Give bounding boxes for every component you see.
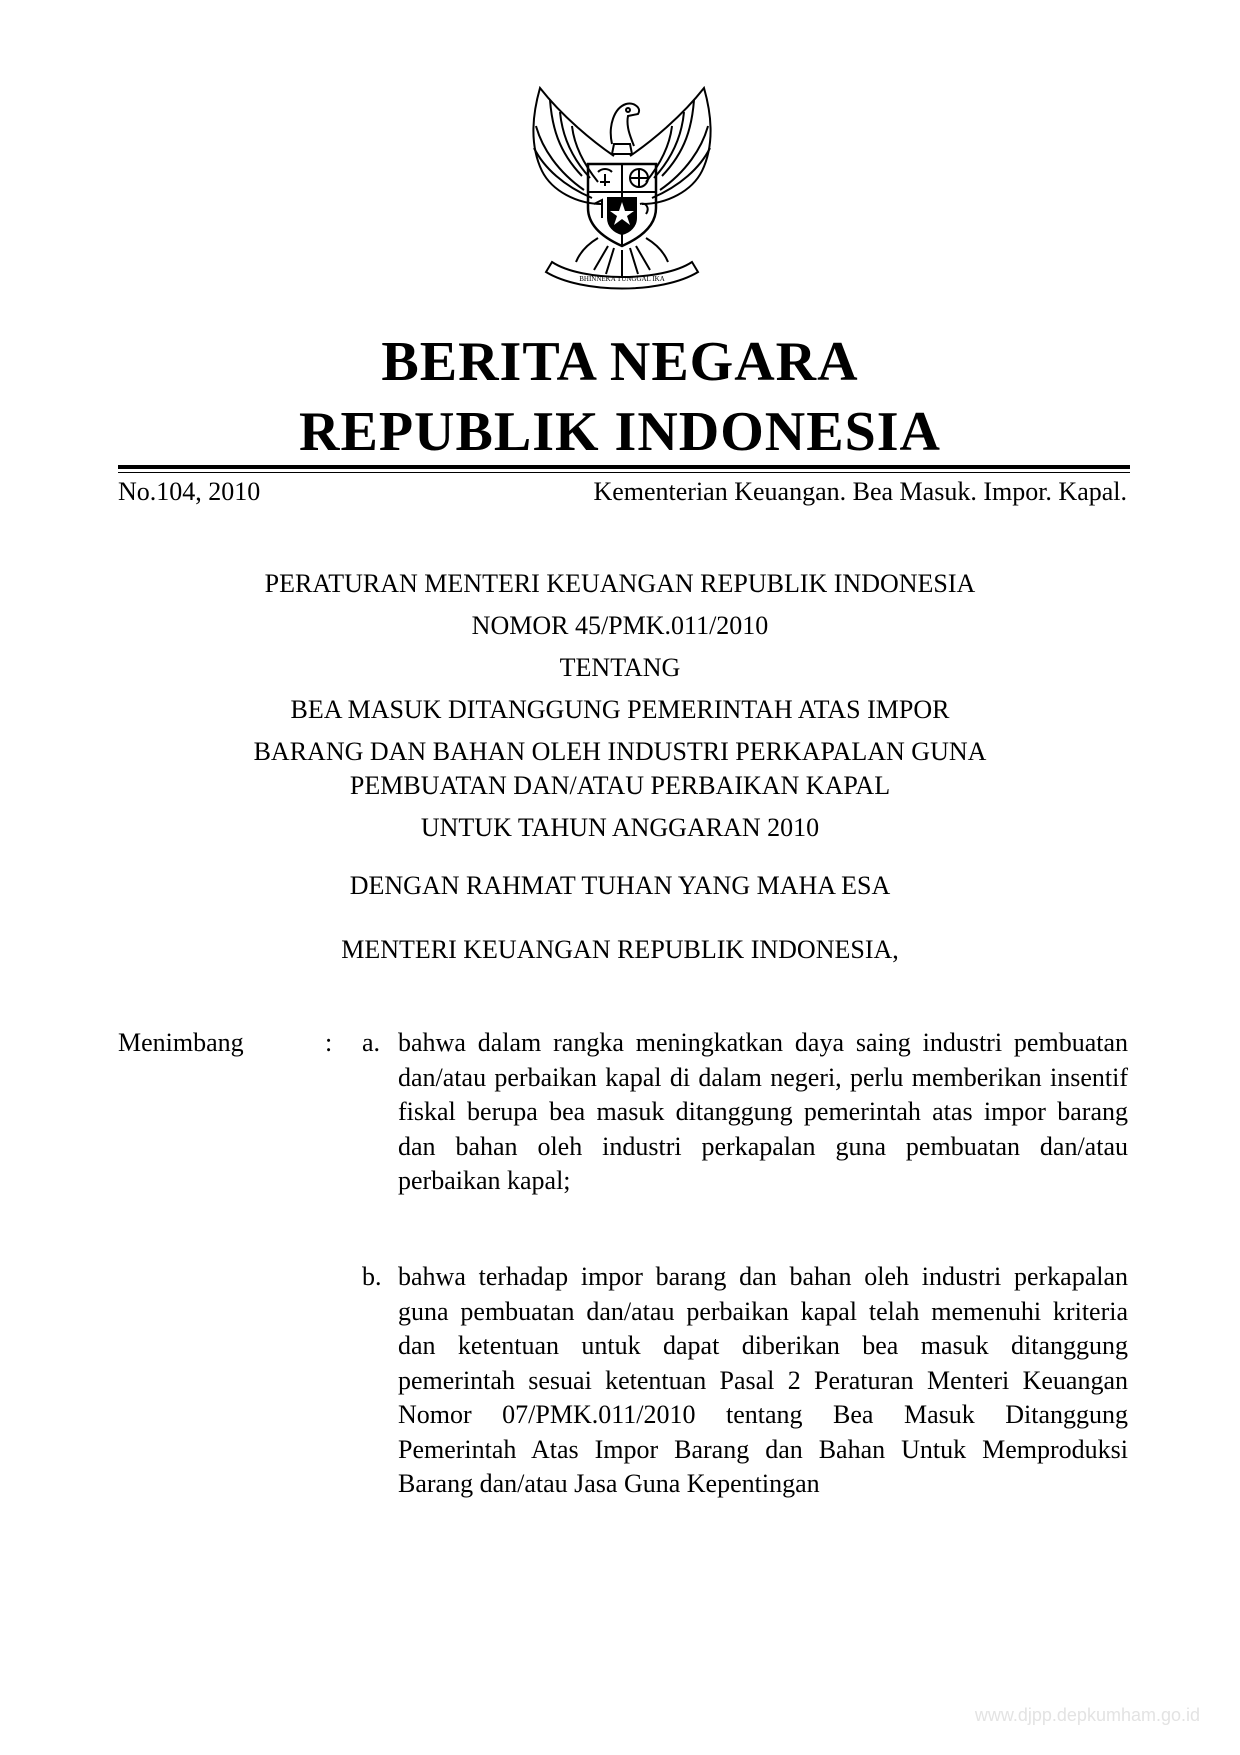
invocation: DENGAN RAHMAT TUHAN YANG MAHA ESA: [349, 871, 891, 900]
considering-item-marker: a.: [362, 1028, 381, 1057]
regulation-heading-line: BARANG DAN BAHAN OLEH INDUSTRI PERKAPALAN GUNA: [253, 737, 987, 766]
header-rule: [118, 465, 1130, 469]
considering-item-marker: b.: [362, 1262, 382, 1291]
regulation-heading-line: PERATURAN MENTERI KEUANGAN REPUBLIK INDONESIA: [264, 569, 976, 598]
regulation-heading-line: PEMBUATAN DAN/ATAU PERBAIKAN KAPAL: [349, 771, 891, 800]
regulation-heading-line: TENTANG: [559, 653, 681, 682]
considering-colon: :: [325, 1028, 333, 1057]
considering-item-text: bahwa terhadap impor barang dan bahan oleh industri perkapalan guna pembuatan dan/atau perbaikan kapal telah memenuhi kriteria dan ketentuan untuk dapat diberikan bea masuk ditanggung pemerintah sesuai ketentuan Pasal 2 Peraturan Menteri Keuangan Nomor 07/PMK.011/2010 tentang Bea Masuk Ditanggung Pemerintah Atas Impor Barang dan Bahan Untuk Memproduksi Barang dan/atau Jasa Guna Kepentingan: [398, 1262, 1128, 1498]
regulation-heading-line: BEA MASUK DITANGGUNG PEMERINTAH ATAS IMPOR: [290, 695, 950, 724]
garuda-emblem: [522, 86, 722, 298]
gazette-number: No.104, 2010: [118, 477, 261, 506]
regulation-heading-line: UNTUK TAHUN ANGGARAN 2010: [420, 813, 820, 842]
watermark-url: www.djpp.depkumham.go.id: [974, 1705, 1200, 1725]
gazette-subject: Kementerian Keuangan. Bea Masuk. Impor. Kapal.: [593, 477, 1127, 506]
regulation-heading-line: NOMOR 45/PMK.011/2010: [471, 611, 769, 640]
issuer: MENTERI KEUANGAN REPUBLIK INDONESIA,: [341, 935, 899, 964]
considering-item-text: bahwa dalam rangka meningkatkan daya saing industri pembuatan dan/atau perbaikan kapal di dalam negeri, perlu memberikan insentif fiskal berupa bea masuk ditanggung pemerintah atas impor barang dan bahan oleh industri perkapalan guna pembuatan dan/atau perbaikan kapal;: [398, 1028, 1128, 1195]
gazette-title-line2: REPUBLIK INDONESIA: [299, 401, 941, 463]
considering-label: Menimbang: [118, 1028, 244, 1057]
header-rule-thin: [118, 472, 1130, 473]
gazette-title-line1: BERITA NEGARA: [381, 331, 859, 393]
emblem-motto: BHINNEKA TUNGGAL IKA: [579, 275, 665, 283]
